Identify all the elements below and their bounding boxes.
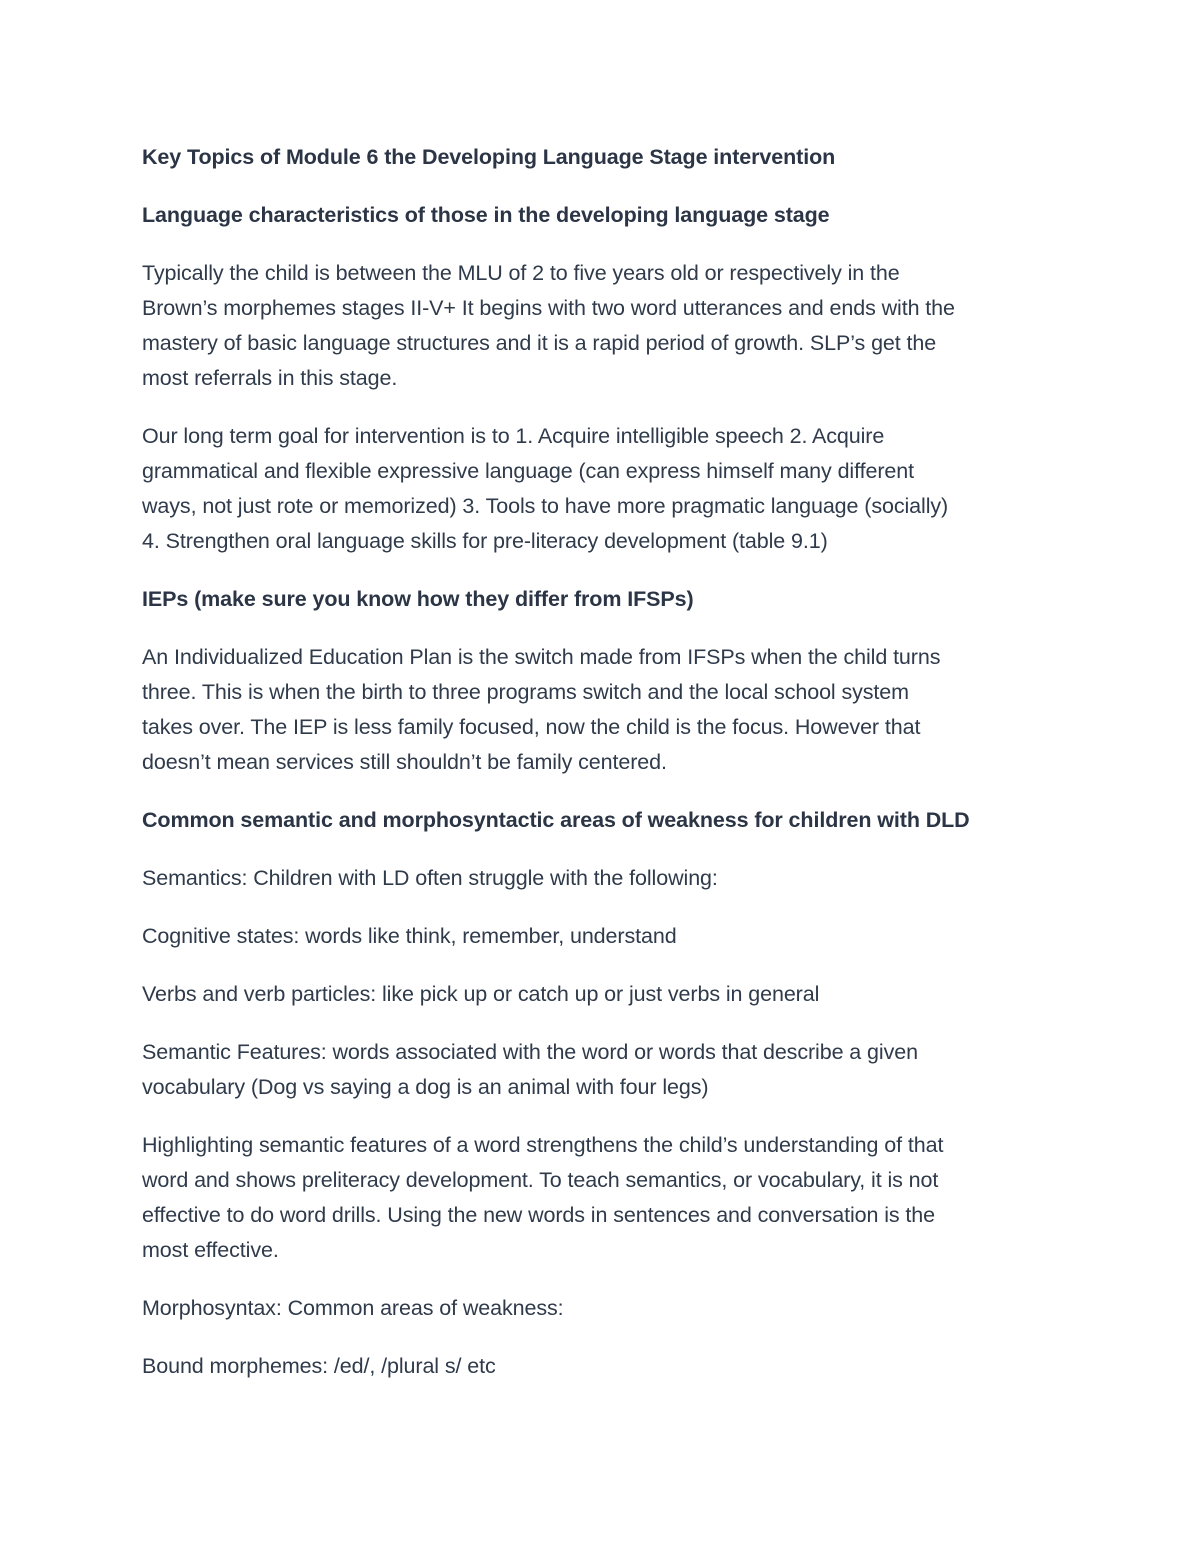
text-line: Our long term goal for intervention is to 1. Acquire intelligible speech 2. Acquire (142, 424, 885, 448)
paragraph (142, 861, 1077, 896)
text-line: Typically the child is between the MLU of 2 to five years old or respectively in the (142, 261, 900, 285)
text-line: vocabulary (Dog vs saying a dog is an animal with four legs) (142, 1075, 709, 1099)
paragraph (142, 1035, 1077, 1105)
paragraph (142, 977, 1077, 1012)
section-heading (142, 803, 1077, 838)
text-line: Common semantic and morphosyntactic areas of weakness for children with DLD (142, 808, 970, 832)
text-line: IEPs (make sure you know how they differ from IFSPs) (142, 587, 694, 611)
text-line: most referrals in this stage. (142, 366, 398, 390)
paragraph (142, 1128, 1077, 1268)
text-line: Brown’s morphemes stages II-V+ It begins with two word utterances and ends with the (142, 296, 955, 320)
text-line: effective to do word drills. Using the new words in sentences and conversation is the (142, 1203, 936, 1227)
text-line: Cognitive states: words like think, remember, understand (142, 924, 677, 948)
text-line: most effective. (142, 1238, 279, 1262)
paragraph (142, 256, 1077, 396)
text-line: three. This is when the birth to three programs switch and the local school system (142, 680, 909, 704)
text-line: Semantics: Children with LD often struggle with the following: (142, 866, 718, 890)
text-line: doesn’t mean services still shouldn’t be family centered. (142, 750, 667, 774)
text-line: grammatical and flexible expressive language (can express himself many different (142, 459, 914, 483)
paragraph (142, 919, 1077, 954)
text-line: Verbs and verb particles: like pick up or catch up or just verbs in general (142, 982, 820, 1006)
text-line: Semantic Features: words associated with the word or words that describe a given (142, 1040, 918, 1064)
text-line: Morphosyntax: Common areas of weakness: (142, 1296, 564, 1320)
paragraph (142, 640, 1077, 780)
text-line: ways, not just rote or memorized) 3. Tools to have more pragmatic language (socially) (142, 494, 949, 518)
paragraph (142, 1349, 1077, 1384)
document-page (142, 140, 1077, 1407)
text-line: Bound morphemes: /ed/, /plural s/ etc (142, 1354, 496, 1378)
section-heading (142, 198, 1077, 233)
text-line: Highlighting semantic features of a word strengthens the child’s understanding of that (142, 1133, 944, 1157)
text-line: An Individualized Education Plan is the switch made from IFSPs when the child turns (142, 645, 941, 669)
text-line: takes over. The IEP is less family focused, now the child is the focus. However that (142, 715, 921, 739)
text-line: Language characteristics of those in the developing language stage (142, 203, 830, 227)
paragraph (142, 419, 1077, 559)
document-title-text: Key Topics of Module 6 the Developing Language Stage intervention (142, 145, 836, 169)
paragraph (142, 1291, 1077, 1326)
text-line: word and shows preliteracy development. To teach semantics, or vocabulary, it is not (142, 1168, 939, 1192)
text-line: 4. Strengthen oral language skills for pre-literacy development (table 9.1) (142, 529, 828, 553)
document-body (142, 198, 1077, 1384)
section-heading (142, 582, 1077, 617)
text-line: mastery of basic language structures and it is a rapid period of growth. SLP’s get the (142, 331, 937, 355)
document-title (142, 140, 1077, 175)
